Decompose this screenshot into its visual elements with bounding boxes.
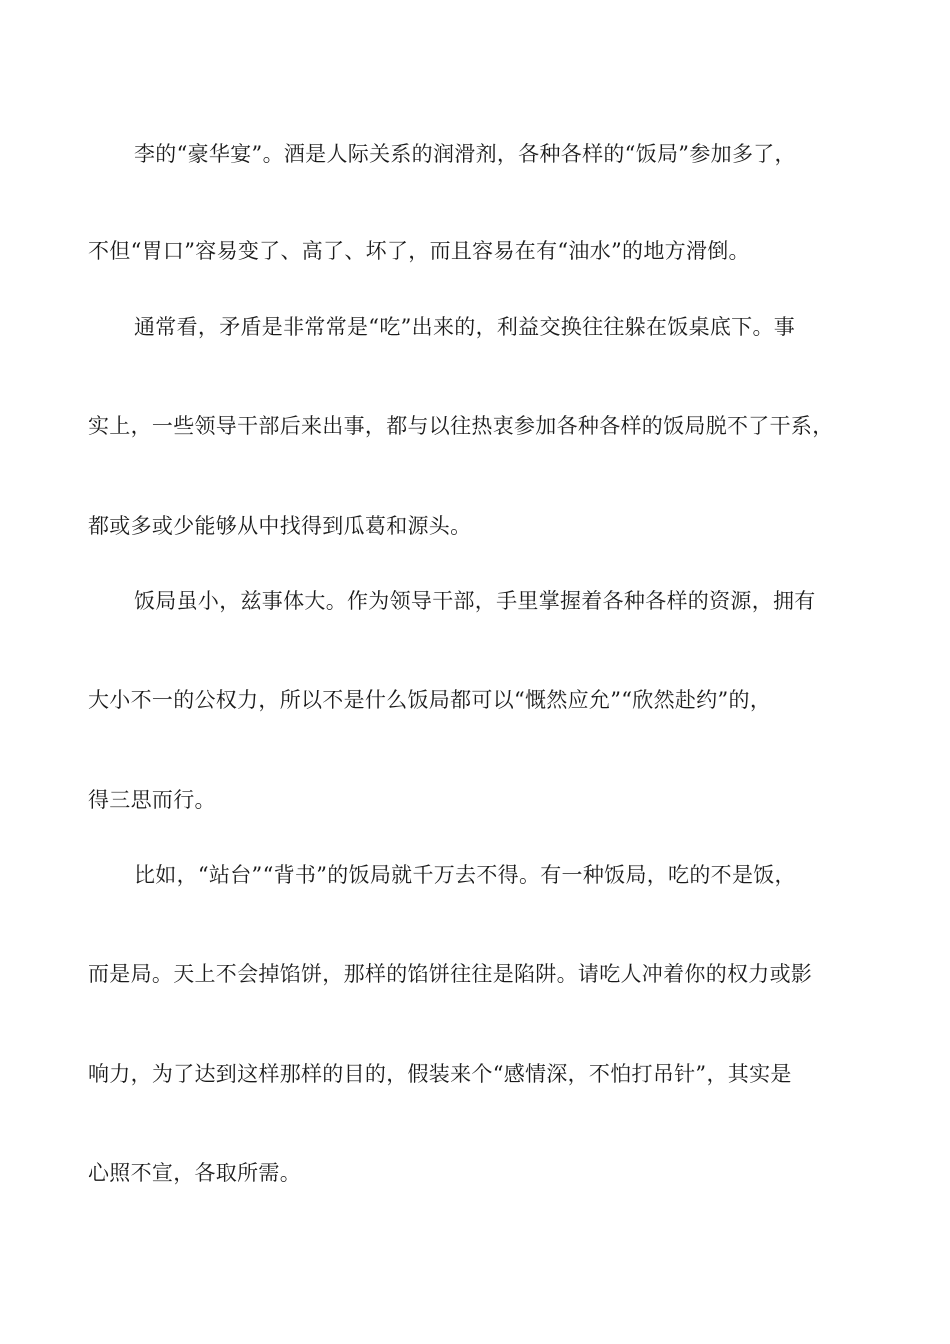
text-line: 不但“胃口”容易变了、高了、坏了，而且容易在有“油水”的地方滑倒。 [88, 239, 750, 263]
text-line: 通常看，矛盾是非常常是“吃”出来的，利益交换往往躲在饭桌底下。事 [134, 315, 796, 339]
text-line: 大小不一的公权力，所以不是什么饭局都可以“慨然应允”“欣然赴约”的， [88, 688, 772, 712]
text-line: 饭局虽小，兹事体大。作为领导干部，手里掌握着各种各样的资源，拥有 [134, 589, 816, 613]
text-line: 响力，为了达到这样那样的目的，假装来个“感情深，不怕打吊针”，其实是 [88, 1062, 792, 1086]
text-line: 李的“豪华宴”。酒是人际关系的润滑剂，各种各样的“饭局”参加多了， [134, 142, 796, 166]
text-line: 得三思而行。 [88, 788, 216, 812]
text-line: 而是局。天上不会掉馅饼，那样的馅饼往往是陷阱。请吃人冲着你的权力或影 [88, 962, 813, 986]
text-line: 比如，“站台”“背书”的饭局就千万去不得。有一种饭局，吃的不是饭， [134, 863, 796, 887]
text-line: 实上，一些领导干部后来出事，都与以往热衷参加各种各样的饭局脱不了干系， [88, 414, 834, 438]
text-line: 心照不宣，各取所需。 [88, 1161, 301, 1185]
text-line: 都或多或少能够从中找得到瓜葛和源头。 [88, 514, 472, 538]
